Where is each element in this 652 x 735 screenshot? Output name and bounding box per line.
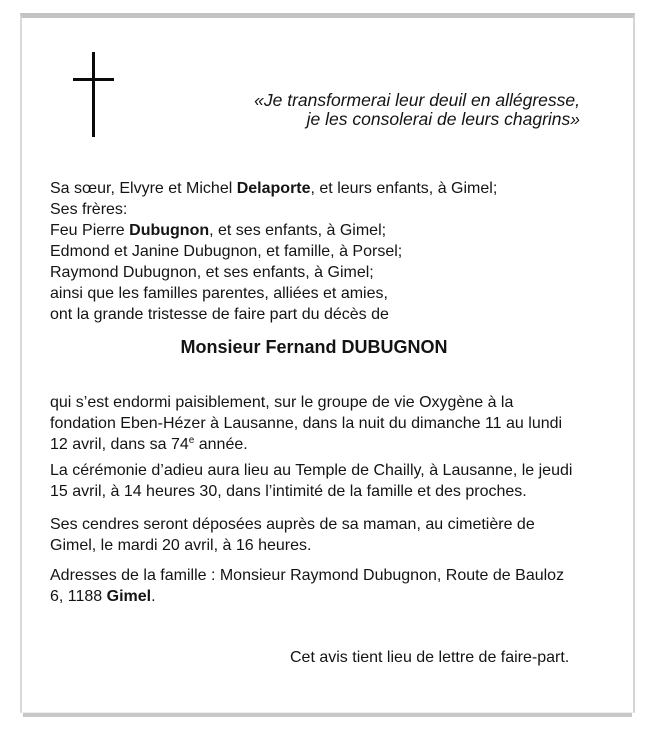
- deceased-name-title: Monsieur Fernand DUBUGNON: [180, 337, 448, 357]
- family-line-7: ont la grande tristesse de faire part du décès de: [50, 306, 389, 323]
- family-line-1: Sa sœur, Elvyre et Michel Delaporte, et leurs enfants, à Gimel;: [50, 180, 498, 197]
- cross-icon-bar: [73, 78, 114, 81]
- family-line-4: Edmond et Janine Dubugnon, et famille, à Porsel;: [50, 243, 403, 260]
- family-line-6: ainsi que les familles parentes, alliées et amies,: [50, 285, 388, 302]
- quote-line-1: «Je transformerai leur deuil en allégresse,: [254, 90, 580, 110]
- bold-surname: Dubugnon: [129, 222, 210, 239]
- address-line-2: 6, 1188 Gimel.: [50, 588, 156, 605]
- ashes-line-2: Gimel, le mardi 20 avril, à 16 heures.: [50, 537, 312, 554]
- family-address-paragraph: [50, 565, 564, 607]
- death-details-line-3: 12 avril, dans sa 74e année.: [50, 435, 248, 453]
- family-line-3: Feu Pierre Dubugnon, et ses enfants, à Gimel;: [50, 222, 387, 239]
- cross-icon: [92, 52, 95, 137]
- death-details-paragraph: [50, 392, 562, 455]
- bold-town: Gimel: [106, 588, 152, 605]
- ceremony-paragraph: [50, 460, 572, 502]
- family-list: [50, 178, 497, 325]
- ashes-line-1: Ses cendres seront déposées auprès de sa maman, au cimetière de: [50, 516, 535, 533]
- address-line-1: Adresses de la famille : Monsieur Raymond Dubugnon, Route de Bauloz: [50, 567, 565, 584]
- quote-line-2: je les consolerai de leurs chagrins»: [306, 109, 580, 129]
- ceremony-line-2: 15 avril, à 14 heures 30, dans l’intimité de la famille et des proches.: [50, 483, 527, 500]
- bold-surname: Delaporte: [236, 180, 311, 197]
- death-details-line-2: fondation Eben-Hézer à Lausanne, dans la nuit du dimanche 11 au lundi: [50, 415, 563, 432]
- ordinal-superscript: e: [188, 435, 195, 446]
- family-line-2: Ses frères:: [50, 201, 128, 218]
- ashes-paragraph: [50, 514, 535, 556]
- death-notice-card: [20, 13, 635, 713]
- ceremony-line-1: La cérémonie d’adieu aura lieu au Temple de Chailly, à Lausanne, le jeudi: [50, 462, 573, 479]
- death-details-line-1: qui s’est endormi paisiblement, sur le groupe de vie Oxygène à la: [50, 394, 514, 411]
- closing-note: Cet avis tient lieu de lettre de faire-part.: [290, 649, 570, 666]
- family-line-5: Raymond Dubugnon, et ses enfants, à Gimel;: [50, 264, 374, 281]
- scripture-quote: [254, 91, 580, 129]
